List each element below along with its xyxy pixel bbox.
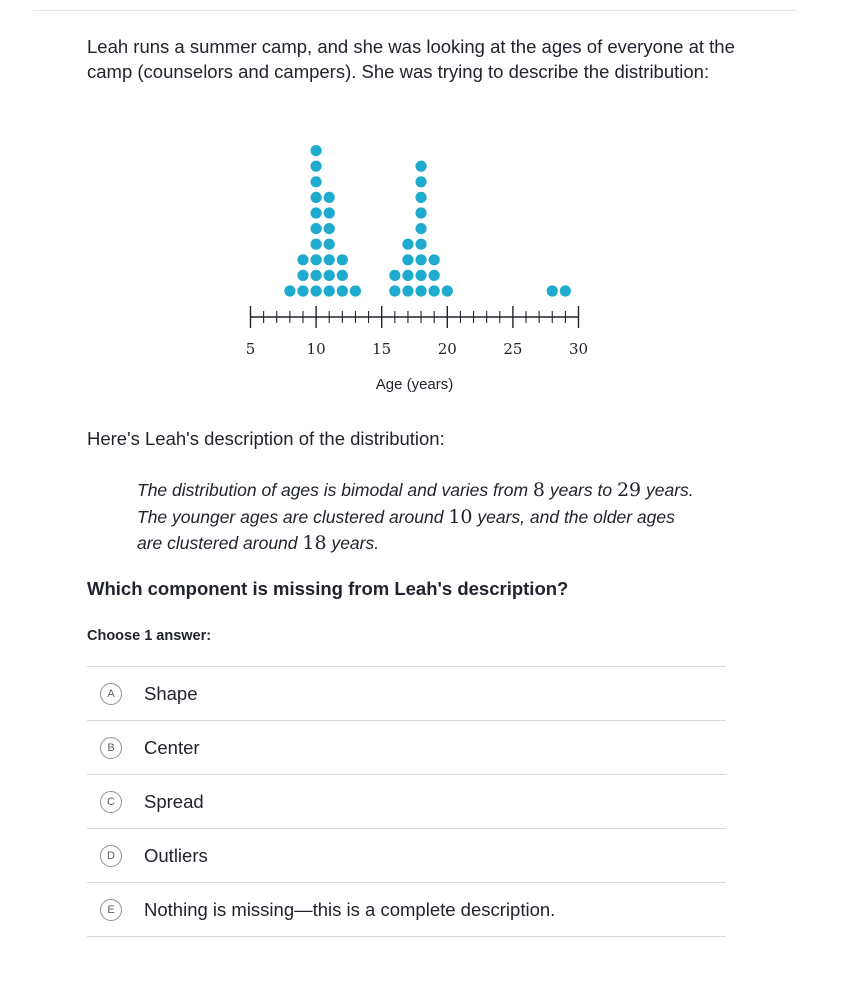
description-text-4: years, and the older ages are clustered around bbox=[137, 506, 675, 553]
x-tick-label: 25 bbox=[503, 340, 523, 358]
data-dot bbox=[389, 270, 400, 281]
max-age-value: 29 bbox=[616, 479, 642, 501]
data-dot bbox=[311, 192, 322, 203]
data-dot bbox=[311, 285, 322, 296]
data-dot bbox=[311, 207, 322, 218]
data-dot bbox=[311, 239, 322, 250]
data-dot bbox=[429, 254, 440, 265]
data-dot bbox=[324, 239, 335, 250]
data-dot bbox=[415, 207, 426, 218]
min-age-value: 8 bbox=[532, 479, 545, 501]
choice-a-letter: A bbox=[100, 683, 122, 705]
choose-label: Choose 1 answer: bbox=[87, 628, 212, 644]
data-dot bbox=[415, 270, 426, 281]
choice-a-text: Shape bbox=[144, 682, 198, 704]
description-text-5: years. bbox=[326, 533, 380, 553]
data-dot bbox=[311, 270, 322, 281]
x-tick-label: 30 bbox=[568, 340, 589, 358]
data-dot bbox=[284, 285, 295, 296]
problem-intro: Leah runs a summer camp, and she was looking at the ages of everyone at the camp (counselors and campers). She was trying to describe the distribution: bbox=[87, 36, 735, 82]
choice-d-letter: D bbox=[100, 845, 122, 867]
older-cluster-value: 18 bbox=[302, 532, 327, 554]
choice-b-text: Center bbox=[144, 736, 200, 758]
choice-c-letter: C bbox=[100, 791, 122, 813]
description-text-3: years. The younger ages are clustered around bbox=[137, 480, 694, 527]
data-dot bbox=[324, 223, 335, 234]
choice-e-letter: E bbox=[100, 899, 122, 921]
data-dot bbox=[311, 176, 322, 187]
data-dot bbox=[337, 285, 348, 296]
description-intro: Here's Leah's description of the distribution: bbox=[87, 428, 445, 449]
data-dot bbox=[389, 285, 400, 296]
answer-choices bbox=[87, 666, 726, 937]
data-dot bbox=[415, 223, 426, 234]
younger-cluster-value: 10 bbox=[448, 505, 473, 528]
x-tick-label: 15 bbox=[372, 340, 392, 358]
data-dot bbox=[415, 161, 426, 172]
data-dot bbox=[324, 192, 335, 203]
data-dot bbox=[547, 285, 558, 296]
data-dot bbox=[324, 270, 335, 281]
x-axis-label: Age (years) bbox=[375, 376, 454, 393]
data-dot bbox=[415, 176, 426, 187]
x-tick-label: 20 bbox=[437, 340, 457, 358]
data-dot bbox=[415, 285, 426, 296]
data-dot bbox=[337, 270, 348, 281]
choice-e[interactable] bbox=[87, 883, 726, 937]
data-dot bbox=[402, 239, 413, 250]
question-text: Which component is missing from Leah's description? bbox=[87, 578, 569, 599]
choice-c-text: Spread bbox=[144, 790, 204, 812]
data-dot bbox=[311, 145, 322, 156]
data-dot bbox=[415, 239, 426, 250]
choice-c[interactable] bbox=[87, 775, 726, 829]
data-dot bbox=[311, 254, 322, 265]
data-dot bbox=[350, 285, 361, 296]
data-dot bbox=[402, 254, 413, 265]
x-tick-label: 10 bbox=[306, 340, 326, 358]
data-dot bbox=[297, 254, 308, 265]
description-text-2: years to bbox=[544, 480, 617, 500]
data-dot bbox=[560, 285, 571, 296]
data-dot bbox=[337, 254, 348, 265]
data-dot bbox=[324, 285, 335, 296]
x-tick-label: 5 bbox=[245, 340, 256, 358]
data-dot bbox=[415, 192, 426, 203]
choice-d-text: Outliers bbox=[144, 844, 208, 866]
choice-d[interactable] bbox=[87, 829, 726, 883]
data-dot bbox=[324, 207, 335, 218]
choice-a[interactable] bbox=[87, 667, 726, 721]
data-dot bbox=[415, 254, 426, 265]
choice-b-letter: B bbox=[100, 737, 122, 759]
data-dot bbox=[442, 285, 453, 296]
choice-e-text: Nothing is missing—this is a complete description. bbox=[144, 898, 556, 920]
data-dot bbox=[324, 254, 335, 265]
description-text-1: The distribution of ages is bimodal and varies from bbox=[137, 480, 533, 500]
data-dot bbox=[311, 223, 322, 234]
data-dot bbox=[297, 285, 308, 296]
data-dot bbox=[311, 161, 322, 172]
data-dot bbox=[402, 285, 413, 296]
leah-description bbox=[137, 477, 697, 557]
data-dot bbox=[402, 270, 413, 281]
data-dot bbox=[429, 285, 440, 296]
data-dot bbox=[429, 270, 440, 281]
dot-plot bbox=[0, 0, 863, 410]
choice-b[interactable] bbox=[87, 721, 726, 775]
data-dot bbox=[297, 270, 308, 281]
